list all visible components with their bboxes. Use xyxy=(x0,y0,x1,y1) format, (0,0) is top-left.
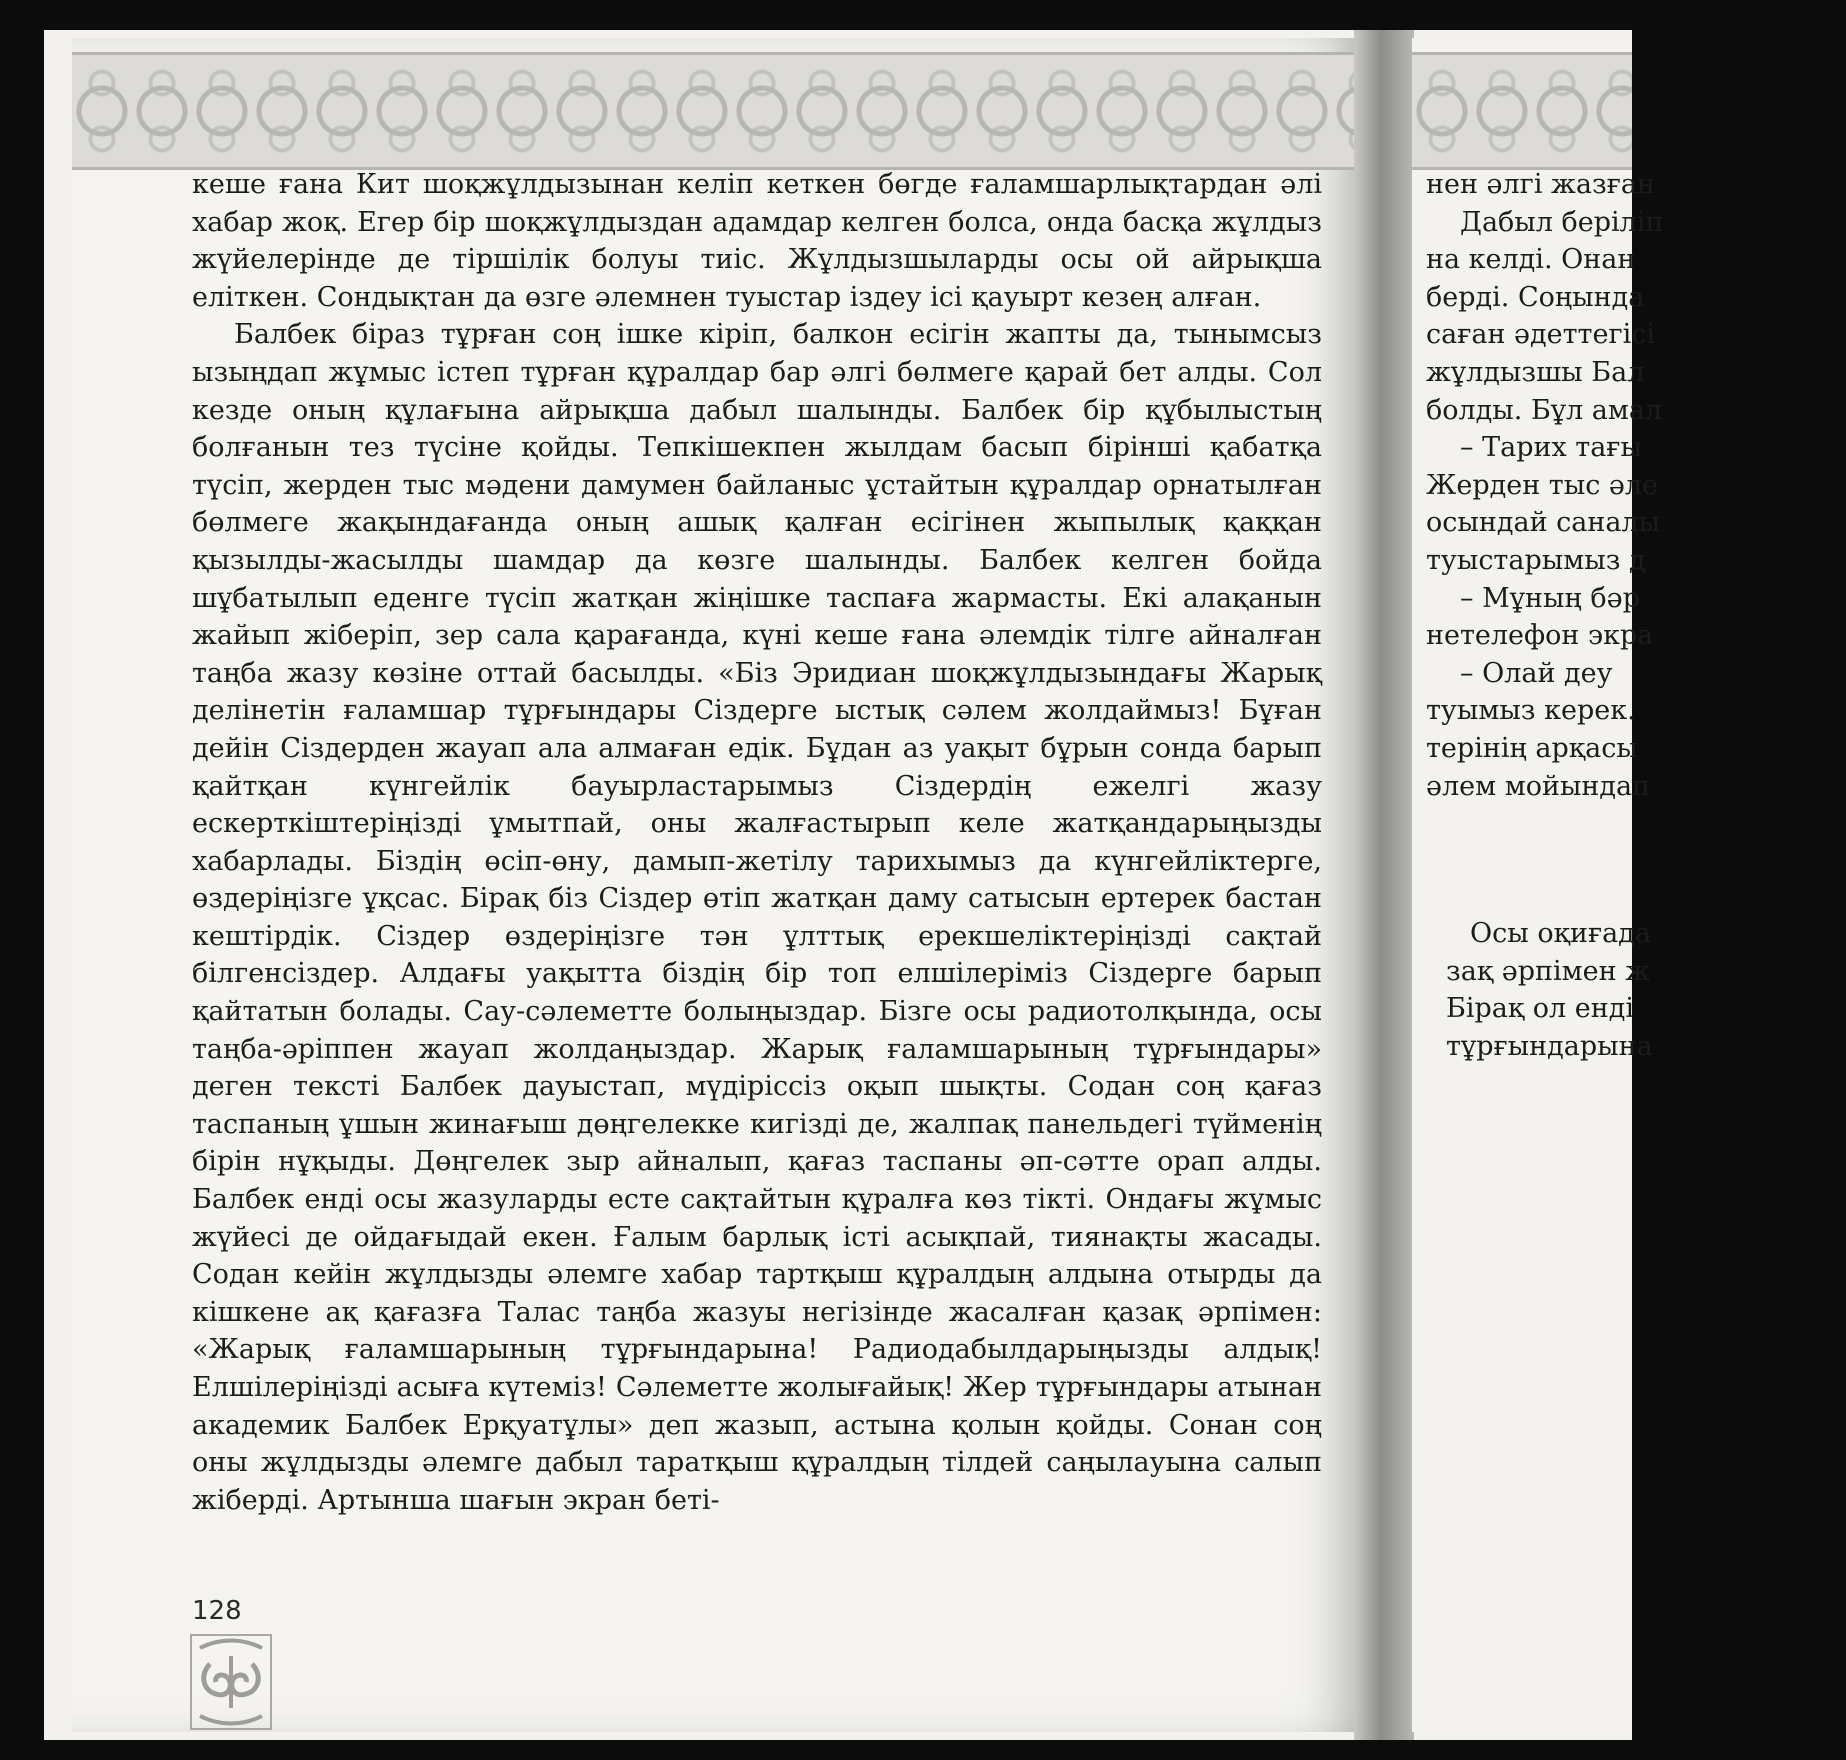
page-number: 128 xyxy=(192,1596,242,1626)
text-line: на келді. Онан xyxy=(1426,244,1636,276)
text-line: Дабыл беріліп xyxy=(1460,206,1664,238)
text-line: терінің арқасы xyxy=(1426,732,1638,764)
text-line: – Мұның бәр xyxy=(1460,582,1640,614)
left-page-text xyxy=(192,166,1322,1519)
text-line: жұлдызшы Бал xyxy=(1426,356,1645,388)
text-line: туыстарымыз д xyxy=(1426,544,1646,576)
text-line: – Олай деу xyxy=(1460,657,1613,689)
text-line: тұрғындарына xyxy=(1446,1030,1653,1062)
text-line: Бірақ ол енді xyxy=(1446,993,1635,1025)
book-spread xyxy=(44,30,1664,1740)
text-line: әлем мойындап xyxy=(1426,770,1651,802)
book-gutter xyxy=(1354,30,1414,1740)
corner-ornament-icon xyxy=(190,1634,272,1730)
text-line: болды. Бұл амал xyxy=(1426,394,1663,426)
text-line: зақ әрпімен ж xyxy=(1446,955,1651,987)
text-line: нетелефон экра xyxy=(1426,620,1654,652)
text-line: осындай саналы xyxy=(1426,507,1661,539)
left-page xyxy=(72,38,1382,1732)
text-line: берді. Соңында xyxy=(1426,281,1645,313)
right-page-text xyxy=(1426,166,1846,1065)
paragraph: кеше ғана Кит шоқжұлдызынан келіп кеткен бөгде ғаламшарлықтардан әлі хабар жоқ. Егер бір шоқжұлдыздан адамдар келген болса, онда басқа жұлдыз жүйелерінде де тіршілік болуы тиіс. Жұлдызшыларды осы ой айрықша еліткен. Сондықтан да өзге әлемнен туыстар іздеу ісі қауырт кезең алған. xyxy=(192,169,1322,313)
header-ornament-band xyxy=(72,52,1382,170)
right-page xyxy=(1412,38,1664,1732)
text-line: Жерден тыс әле xyxy=(1426,469,1659,501)
text-line: саған әдеттегісі xyxy=(1426,319,1655,351)
header-ornament-band xyxy=(1412,52,1632,170)
text-line: – Тарих тағы xyxy=(1460,432,1642,464)
paragraph: Балбек біраз тұрған соң ішке кіріп, балкон есігін жапты да, тынымсыз ызыңдап жұмыс істеп тұрған құралдар бар әлгі бөлмеге қарай бет алды. Сол кезде оның құлағына айрықша дабыл шалынды. Балбек бір құбылыстың болғанын тез түсіне қойды. Тепкішекпен жылдам басып біріншi қабатқа түсіп, жерден тыс мәдени дамумен байланыс ұстайтын құралдар орнатылған бөлмеге жақындағанда оның ашық қалған есігінен жыпылық қаққан қызылды-жасылды шамдар да көзге шалынды. Балбек келген бойда шұбатылып еденге түсіп жатқан жіңішке таспаға жармасты. Екі алақанын жайып жіберіп, зер сала қарағанда, күні кеше ғана әлемдік тілге айналған таңба жазу көзіне оттай басылды. «Біз Эридиан шоқжұлдызындағы Жарық делінетін ғаламшар тұрғындары Сіздерге ыстық сәлем жолдаймыз! Бұған дейін Сіздерден жауап ала алмаған едік. Бұдан аз уақыт бұрын сонда барып қайтқан күнгейлік бауырластарымыз Сіздердің ежелгі жазу ескерткіштеріңізді ұмытпай, оны жалғастырып келе жатқандарыңызды хабарлады. Біздің өсіп-өну, дамып-жетілу тарихымыз да күнгейліктерге, өздеріңізге ұқсас. Бірақ біз Сіздер өтіп жатқан даму сатысын ертерек бастан кештірдік. Сіздер өздеріңізге тән ұлттық ерекшеліктеріңізді сақтай білгенсіздер. Алдағы уақытта біздің бір топ елшілеріміз Сіздерге барып қайтатын болады. Сау-сәлеметте болыңыздар. Бізге осы радиотолқында, осы таңба-әріппен жауап жолдаңыздар. Жарық ғаламшарының тұрғындары» деген текстi Балбек дауыстап, мүдіріссіз оқып шықты. Содан соң қағаз таспаның ұшын жинағыш дөңгелекке кигізді де, жалпақ панельдегі түйменің бірін нұқыды. Дөңгелек зыр айналып, қағаз таспаны әп-сәтте орап алды. Балбек енді осы жазуларды есте сақтайтын құралға көз тікті. Ондағы жұмыс жүйесі де ойдағыдай екен. Ғалым барлық істі асықпай, тиянақты жасады. Содан кейін жұлдызды әлемге хабар тартқыш құралдың алдына отырды да кішкене ақ қағазға Талас таңба жазуы негізінде жасалған қазақ әрпімен: «Жарық ғаламшарының тұрғындарына! Радиодабылдарыңызды алдық! Елшілеріңізді асыға күтеміз! Сәлеметте жолығайық! Жер тұрғындары атынан академик Балбек Ерқуатұлы» деп жазып, астына қолын қойды. Сонан соң оны жұлдызды әлемге дабыл таратқыш құралдың тілдей саңылауына салып жіберді. Артынша шағын экран беті- xyxy=(192,319,1322,1516)
text-line: Осы оқиғада xyxy=(1470,918,1651,950)
text-line: нен әлгі жазған xyxy=(1426,169,1655,200)
text-line: туымыз керек. xyxy=(1426,695,1636,727)
